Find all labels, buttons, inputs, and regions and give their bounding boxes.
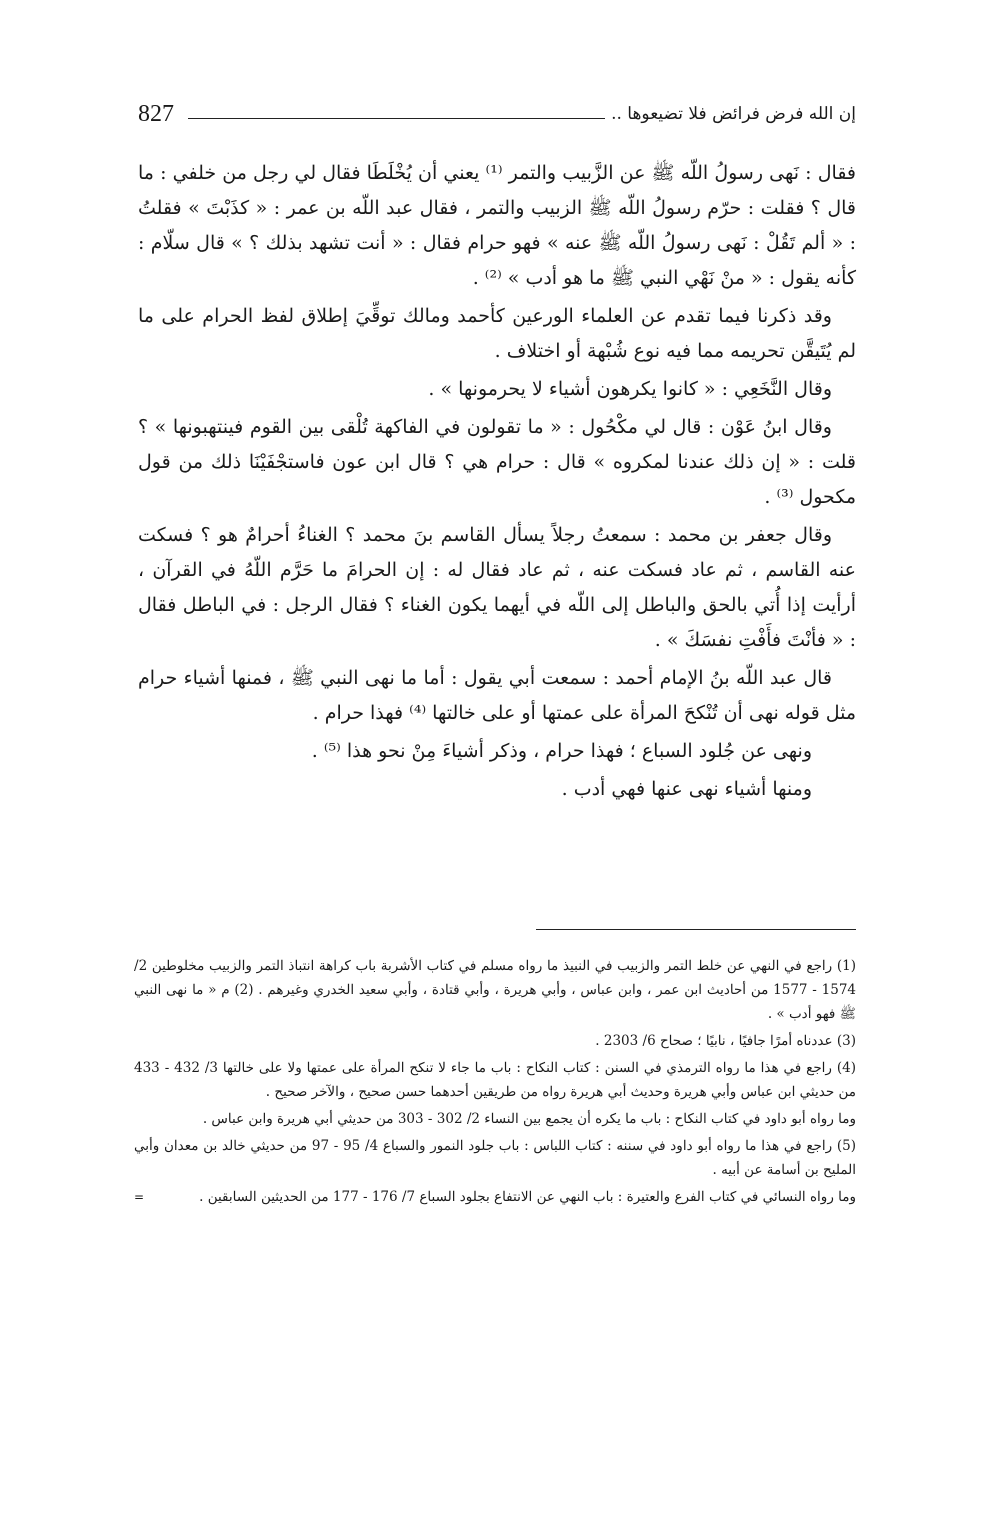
footnote: (4) راجع في هذا ما رواه الترمذي في السنن : كتاب النكاح : باب ما جاء لا تنكح المرأة على عمتها ولا على خالتها 3/ 432 - 433 من حديثي ابن عباس وأبي هريرة وحديث أبي هريرة رواه من طريقين أحدهما حسن صحيح ، والآخر صحيح . [134,1060,856,1100]
paragraph: ونهى عن جُلود السباع ؛ فهذا حرام ، وذكر أشياءَ مِنْ نحو هذا ⁽⁵⁾ . [311,740,812,762]
paragraph: فقال : نَهى رسولُ اللّه ﷺ عن الزَّبيب والتمر ⁽¹⁾ يعني أن يُخْلَطَا فقال لي رجل من خلفي : ما قال ؟ فقلت : حرّم رسولُ اللّه ﷺ الزبيب والتمر ، فقال عبد اللّه بن عمر : « كذَبْتَ » فقلتُ : « ألم تَقُلْ : نَهى رسولُ اللّه ﷺ عنه » فهو حرام فقال : « أنت تشهد بذلك ؟ » قال سلّام : كأنه يقول : « منْ نَهْي النبي ﷺ ما هو أدب » ⁽²⁾ . [138,162,857,289]
footnote-text: وما رواه النسائي في كتاب الفرع والعتيرة : باب النهي عن الانتفاع بجلود السباع 7/ 176 - 177 من الحديثين السابقين . [199,1189,856,1205]
footnote [134,1185,856,1209]
footnote: (5) راجع في هذا ما رواه أبو داود في سننه : كتاب اللباس : باب جلود النمور والسباع 4/ 95 - 97 من حديثي خالد بن معدان وأبي المليح بن أسامة عن أبيه . [134,1138,856,1178]
paragraph: ومنها أشياء نهى عنها فهي أدب . [561,778,812,800]
paragraph: وقد ذكرنا فيما تقدم عن العلماء الورعين كأحمد ومالك توقِّيَ إطلاق لفظ الحرام على ما لم يُتَيقَّن تحريمه مما فيه نوع شُبْهة أو اختلاف . [138,305,856,362]
paragraph: وقال جعفر بن محمد : سمعتُ رجلاً يسأل القاسم بنَ محمد ؟ الغناءُ أحرامٌ هو ؟ فسكت عنه القاسم ، ثم عاد فسكت عنه ، ثم عاد فقال له : إن الحرامَ ما حَرَّم اللّهُ في القرآن ، أرأيت إذا أُتي بالحق والباطل إلى اللّه في أيهما يكون الغناء ؟ فقال الرجل : في الباطل فقال : « فأنْتَ فأَفْتِ نفسَكَ » . [138,524,856,651]
footnote-separator [536,929,856,930]
footnotes [134,954,856,1212]
paragraph: وقال النَّخَعِي : « كانوا يكرهون أشياء لا يحرمونها » . [428,378,832,400]
footnote: (1) راجع في النهي عن خلط التمر والزبيب في النبيذ ما رواه مسلم في كتاب الأشربة باب كراهة انتباذ التمر والزبيب مخلوطين 2/ 1574 - 1577 من أحاديث ابن عمر ، وابن عباس ، وأبي هريرة ، وأبي قتادة ، وأبي سعيد الخدري وغيرهم . (2) م « ما نهى النبي ﷺ فهو أدب » . [134,958,856,1022]
footnote: وما رواه أبو داود في كتاب النكاح : باب ما يكره أن يجمع بين النساء 2/ 302 - 303 من حديثي أبي هريرة وابن عباس . [202,1111,856,1127]
page-number: 827 [138,100,174,127]
footnote: (3) عددناه أمرًا جافيًا ، نابيًا ؛ صحاح 6/ 2303 . [595,1033,856,1049]
continuation-mark: = [134,1190,145,1204]
page-header [138,96,856,132]
paragraph: قال عبد اللّه بنُ الإمام أحمد : سمعت أبي يقول : أما ما نهى النبي ﷺ ، فمنها أشياء حرام مثل قوله نهى أن تُنْكحَ المرأة على عمتها أو على خالتها ⁽⁴⁾ فهذا حرام . [138,667,856,724]
paragraph: وقال ابنُ عَوْن : قال لي مكْحُول : « ما تقولون في الفاكهة تُلْقى بين القوم فينتهبونها » ؟ قلت : « إن ذلك عندنا لمكروه » قال : حرام هي ؟ قال ابن عون فاستجْفَيْنَا ذلك من قول مكحول ⁽³⁾ . [138,416,856,508]
main-text [138,156,856,810]
running-title: إن الله فرض فرائض فلا تضيعوها .. [611,104,856,124]
header-rule [188,118,605,119]
